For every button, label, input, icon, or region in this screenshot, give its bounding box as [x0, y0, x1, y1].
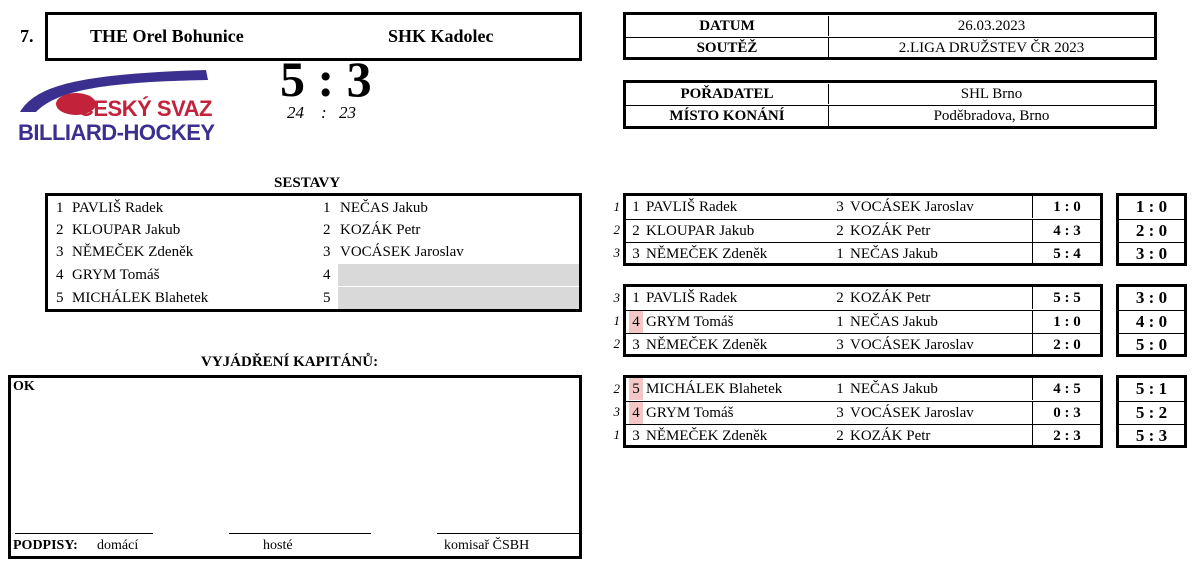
signature-away-label: hosté: [263, 538, 293, 553]
game-score-away: 3: [1073, 223, 1081, 239]
home-team: THE Orel Bohunice: [90, 26, 244, 46]
game-index: 2: [613, 222, 620, 237]
game-index: 3: [613, 245, 620, 260]
home-player-number: 4: [629, 311, 643, 333]
running-score-home: 3: [1135, 244, 1145, 263]
away-player-name: KOZÁK Petr: [850, 290, 931, 306]
game-score: [1032, 402, 1101, 424]
game-index: 2: [613, 381, 620, 396]
game-score-colon: :: [1060, 428, 1074, 444]
running-score-colon: :: [1144, 244, 1159, 263]
games-round-2: [623, 284, 1103, 357]
running-score: [1119, 196, 1184, 218]
info-table-venue: [623, 80, 1157, 129]
running-score-home: 5: [1135, 403, 1145, 422]
away-player-number: 2: [836, 223, 844, 239]
away-player-name: VOCÁSEK Jaroslav: [850, 199, 974, 215]
running-score-colon: :: [1144, 288, 1159, 307]
home-num-2: 2: [56, 222, 64, 238]
logo: [16, 66, 216, 146]
running-score-colon: :: [1144, 312, 1159, 331]
signature-commissioner-label: komisař ČSBH: [444, 538, 530, 553]
away-num-1: 1: [323, 200, 331, 216]
game-score-home: 2: [1053, 337, 1061, 353]
away-player-1: NEČAS Jakub: [340, 200, 428, 216]
logo-line1: ČESKÝ SVAZ: [78, 96, 212, 121]
running-score-colon: :: [1144, 426, 1159, 445]
home-num-4: 4: [56, 267, 64, 283]
game-score: [1032, 287, 1101, 309]
running-score-away: 0: [1158, 312, 1168, 331]
game-row: [626, 196, 1100, 218]
games-round-3: [623, 375, 1103, 448]
running-score-home: 1: [1135, 197, 1145, 216]
value-competition: 2.LIGA DRUŽSTEV ČR 2023: [898, 40, 1085, 56]
home-player-name: NĚMEČEK Zdeněk: [646, 428, 768, 444]
running-score: [1119, 424, 1184, 447]
signature-line-home: [15, 533, 153, 534]
game-score-away: 0: [1073, 337, 1081, 353]
game-score: [1032, 243, 1101, 265]
away-player-3: VOCÁSEK Jaroslav: [340, 244, 464, 260]
empty-slot-away-5: [338, 287, 579, 309]
final-score: 5 : 3: [280, 51, 372, 107]
game-score-home: 0: [1053, 405, 1061, 421]
running-score-home: 2: [1135, 221, 1145, 240]
away-player-name: NEČAS Jakub: [850, 314, 938, 330]
game-score-away: 5: [1073, 381, 1081, 397]
game-index: 3: [613, 404, 620, 419]
running-score-round-1: [1116, 193, 1187, 266]
away-player-number: 3: [836, 337, 844, 353]
game-score-away: 5: [1073, 290, 1081, 306]
running-score-round-3: [1116, 375, 1187, 448]
game-score-colon: :: [1060, 290, 1074, 306]
captain-title: VYJÁDŘENÍ KAPITÁNŮ:: [201, 354, 379, 370]
value-date: 26.03.2023: [957, 18, 1026, 34]
game-score: [1032, 220, 1101, 242]
home-num-3: 3: [56, 244, 64, 260]
running-score-colon: :: [1144, 403, 1159, 422]
running-score-away: 0: [1158, 288, 1168, 307]
running-score-colon: :: [1144, 335, 1159, 354]
subscore-home: 24: [287, 103, 304, 122]
game-score-home: 1: [1053, 199, 1061, 215]
game-row: [626, 378, 1100, 400]
running-score-away: 0: [1158, 197, 1168, 216]
game-row: [626, 219, 1100, 242]
game-row: [626, 242, 1100, 265]
game-score-colon: :: [1060, 314, 1074, 330]
logo-line2: BILLIARD-HOCKEY: [18, 120, 215, 145]
away-player-number: 1: [836, 381, 844, 397]
game-score-colon: :: [1060, 199, 1074, 215]
home-player-1: PAVLIŠ Radek: [72, 200, 164, 216]
game-row: [626, 333, 1100, 356]
game-score-colon: :: [1060, 337, 1074, 353]
lineups-box: [45, 193, 582, 312]
home-player-name: MICHÁLEK Blahetek: [646, 381, 783, 397]
home-player-number: 4: [629, 402, 643, 424]
running-score-away: 0: [1158, 221, 1168, 240]
game-score: [1032, 425, 1101, 447]
away-num-3: 3: [323, 244, 331, 260]
game-score-home: 2: [1053, 428, 1061, 444]
away-num-2: 2: [323, 222, 331, 238]
lineups-title: SESTAVY: [274, 175, 341, 191]
away-num-4: 4: [323, 267, 331, 283]
game-index: 2: [613, 336, 620, 351]
running-score: [1119, 310, 1184, 333]
running-score-away: 0: [1158, 335, 1168, 354]
running-score: [1119, 242, 1184, 265]
away-num-5: 5: [323, 290, 331, 306]
running-score: [1119, 401, 1184, 424]
game-score: [1032, 196, 1101, 218]
games-round-1: [623, 193, 1103, 266]
game-score-away: 3: [1073, 405, 1081, 421]
home-player-number: 1: [632, 199, 640, 215]
away-player-name: VOCÁSEK Jaroslav: [850, 337, 974, 353]
away-player-name: VOCÁSEK Jaroslav: [850, 405, 974, 421]
running-score-colon: :: [1144, 379, 1159, 398]
label-date: DATUM: [626, 16, 829, 36]
signature-home-label: domácí: [97, 538, 139, 553]
match-number: 7.: [20, 26, 34, 46]
value-venue: Poděbradova, Brno: [933, 108, 1050, 124]
running-score-away: 0: [1158, 244, 1168, 263]
game-score-colon: :: [1060, 246, 1074, 262]
away-player-name: KOZÁK Petr: [850, 223, 931, 239]
running-score-colon: :: [1144, 221, 1159, 240]
game-score-away: 3: [1073, 428, 1081, 444]
away-player-number: 1: [836, 246, 844, 262]
home-player-name: GRYM Tomáš: [646, 314, 734, 330]
game-score-away: 4: [1073, 246, 1081, 262]
home-player-name: PAVLIŠ Radek: [646, 290, 738, 306]
signatures-label: PODPISY:: [13, 538, 78, 553]
game-score-colon: :: [1060, 223, 1074, 239]
label-organizer: POŘADATEL: [626, 84, 829, 104]
game-score: [1032, 334, 1101, 356]
subscore-sep: :: [321, 103, 327, 122]
captain-box: [8, 375, 582, 559]
running-score-away: 2: [1158, 403, 1168, 422]
home-num-5: 5: [56, 290, 64, 306]
label-venue: MÍSTO KONÁNÍ: [626, 106, 829, 126]
empty-slot-away-4: [338, 264, 579, 286]
game-row: [626, 287, 1100, 309]
away-player-number: 1: [836, 314, 844, 330]
away-player-number: 2: [836, 428, 844, 444]
game-score-home: 1: [1053, 314, 1061, 330]
running-score-colon: :: [1144, 197, 1159, 216]
running-score: [1119, 333, 1184, 356]
away-team: SHK Kadolec: [388, 26, 494, 46]
running-score-home: 3: [1135, 288, 1145, 307]
game-index: 1: [613, 313, 620, 328]
game-score: [1032, 311, 1101, 333]
home-num-1: 1: [56, 200, 64, 216]
home-player-4: GRYM Tomáš: [72, 267, 160, 283]
running-score-home: 4: [1135, 312, 1145, 331]
away-player-name: KOZÁK Petr: [850, 428, 931, 444]
running-score-home: 5: [1135, 335, 1145, 354]
home-player-5: MICHÁLEK Blahetek: [72, 290, 209, 306]
game-score-away: 0: [1073, 199, 1081, 215]
running-score-away: 3: [1158, 426, 1168, 445]
subscore-away: 23: [339, 103, 356, 122]
home-player-number: 3: [632, 246, 640, 262]
away-player-name: NEČAS Jakub: [850, 381, 938, 397]
running-score: [1119, 219, 1184, 242]
game-score-home: 4: [1053, 223, 1061, 239]
home-player-name: PAVLIŠ Radek: [646, 199, 738, 215]
home-player-name: NĚMEČEK Zdeněk: [646, 246, 768, 262]
running-score-home: 5: [1135, 426, 1145, 445]
game-row: [626, 401, 1100, 424]
away-player-name: NEČAS Jakub: [850, 246, 938, 262]
label-competition: SOUTĚŽ: [626, 38, 829, 58]
home-player-3: NĚMEČEK Zdeněk: [72, 244, 194, 260]
game-score: [1032, 378, 1101, 400]
home-player-number: 3: [632, 428, 640, 444]
info-table-competition: [623, 12, 1157, 60]
running-score-away: 1: [1158, 379, 1168, 398]
running-score-round-2: [1116, 284, 1187, 357]
running-score: [1119, 378, 1184, 400]
running-score-home: 5: [1135, 379, 1145, 398]
signature-line-commissioner: [437, 533, 579, 534]
home-player-number: 3: [632, 337, 640, 353]
game-row: [626, 424, 1100, 447]
home-player-2: KLOUPAR Jakub: [72, 222, 181, 238]
running-score: [1119, 287, 1184, 309]
home-player-name: NĚMEČEK Zdeněk: [646, 337, 768, 353]
game-score-home: 5: [1053, 246, 1061, 262]
game-score-colon: :: [1060, 405, 1074, 421]
captain-text: OK: [13, 379, 35, 394]
home-player-number: 2: [632, 223, 640, 239]
game-row: [626, 310, 1100, 333]
game-score-away: 0: [1073, 314, 1081, 330]
game-score-colon: :: [1060, 381, 1074, 397]
game-score-home: 4: [1053, 381, 1061, 397]
away-player-number: 3: [836, 405, 844, 421]
away-player-2: KOZÁK Petr: [340, 222, 421, 238]
game-index: 1: [613, 427, 620, 442]
value-organizer: SHL Brno: [960, 86, 1023, 102]
home-player-number: 5: [629, 378, 643, 400]
home-player-name: GRYM Tomáš: [646, 405, 734, 421]
home-player-number: 1: [632, 290, 640, 306]
home-player-name: KLOUPAR Jakub: [646, 223, 755, 239]
game-index: 3: [613, 290, 620, 305]
game-score-home: 5: [1053, 290, 1061, 306]
away-player-number: 2: [836, 290, 844, 306]
away-player-number: 3: [836, 199, 844, 215]
signature-line-away: [229, 533, 371, 534]
game-index: 1: [613, 199, 620, 214]
